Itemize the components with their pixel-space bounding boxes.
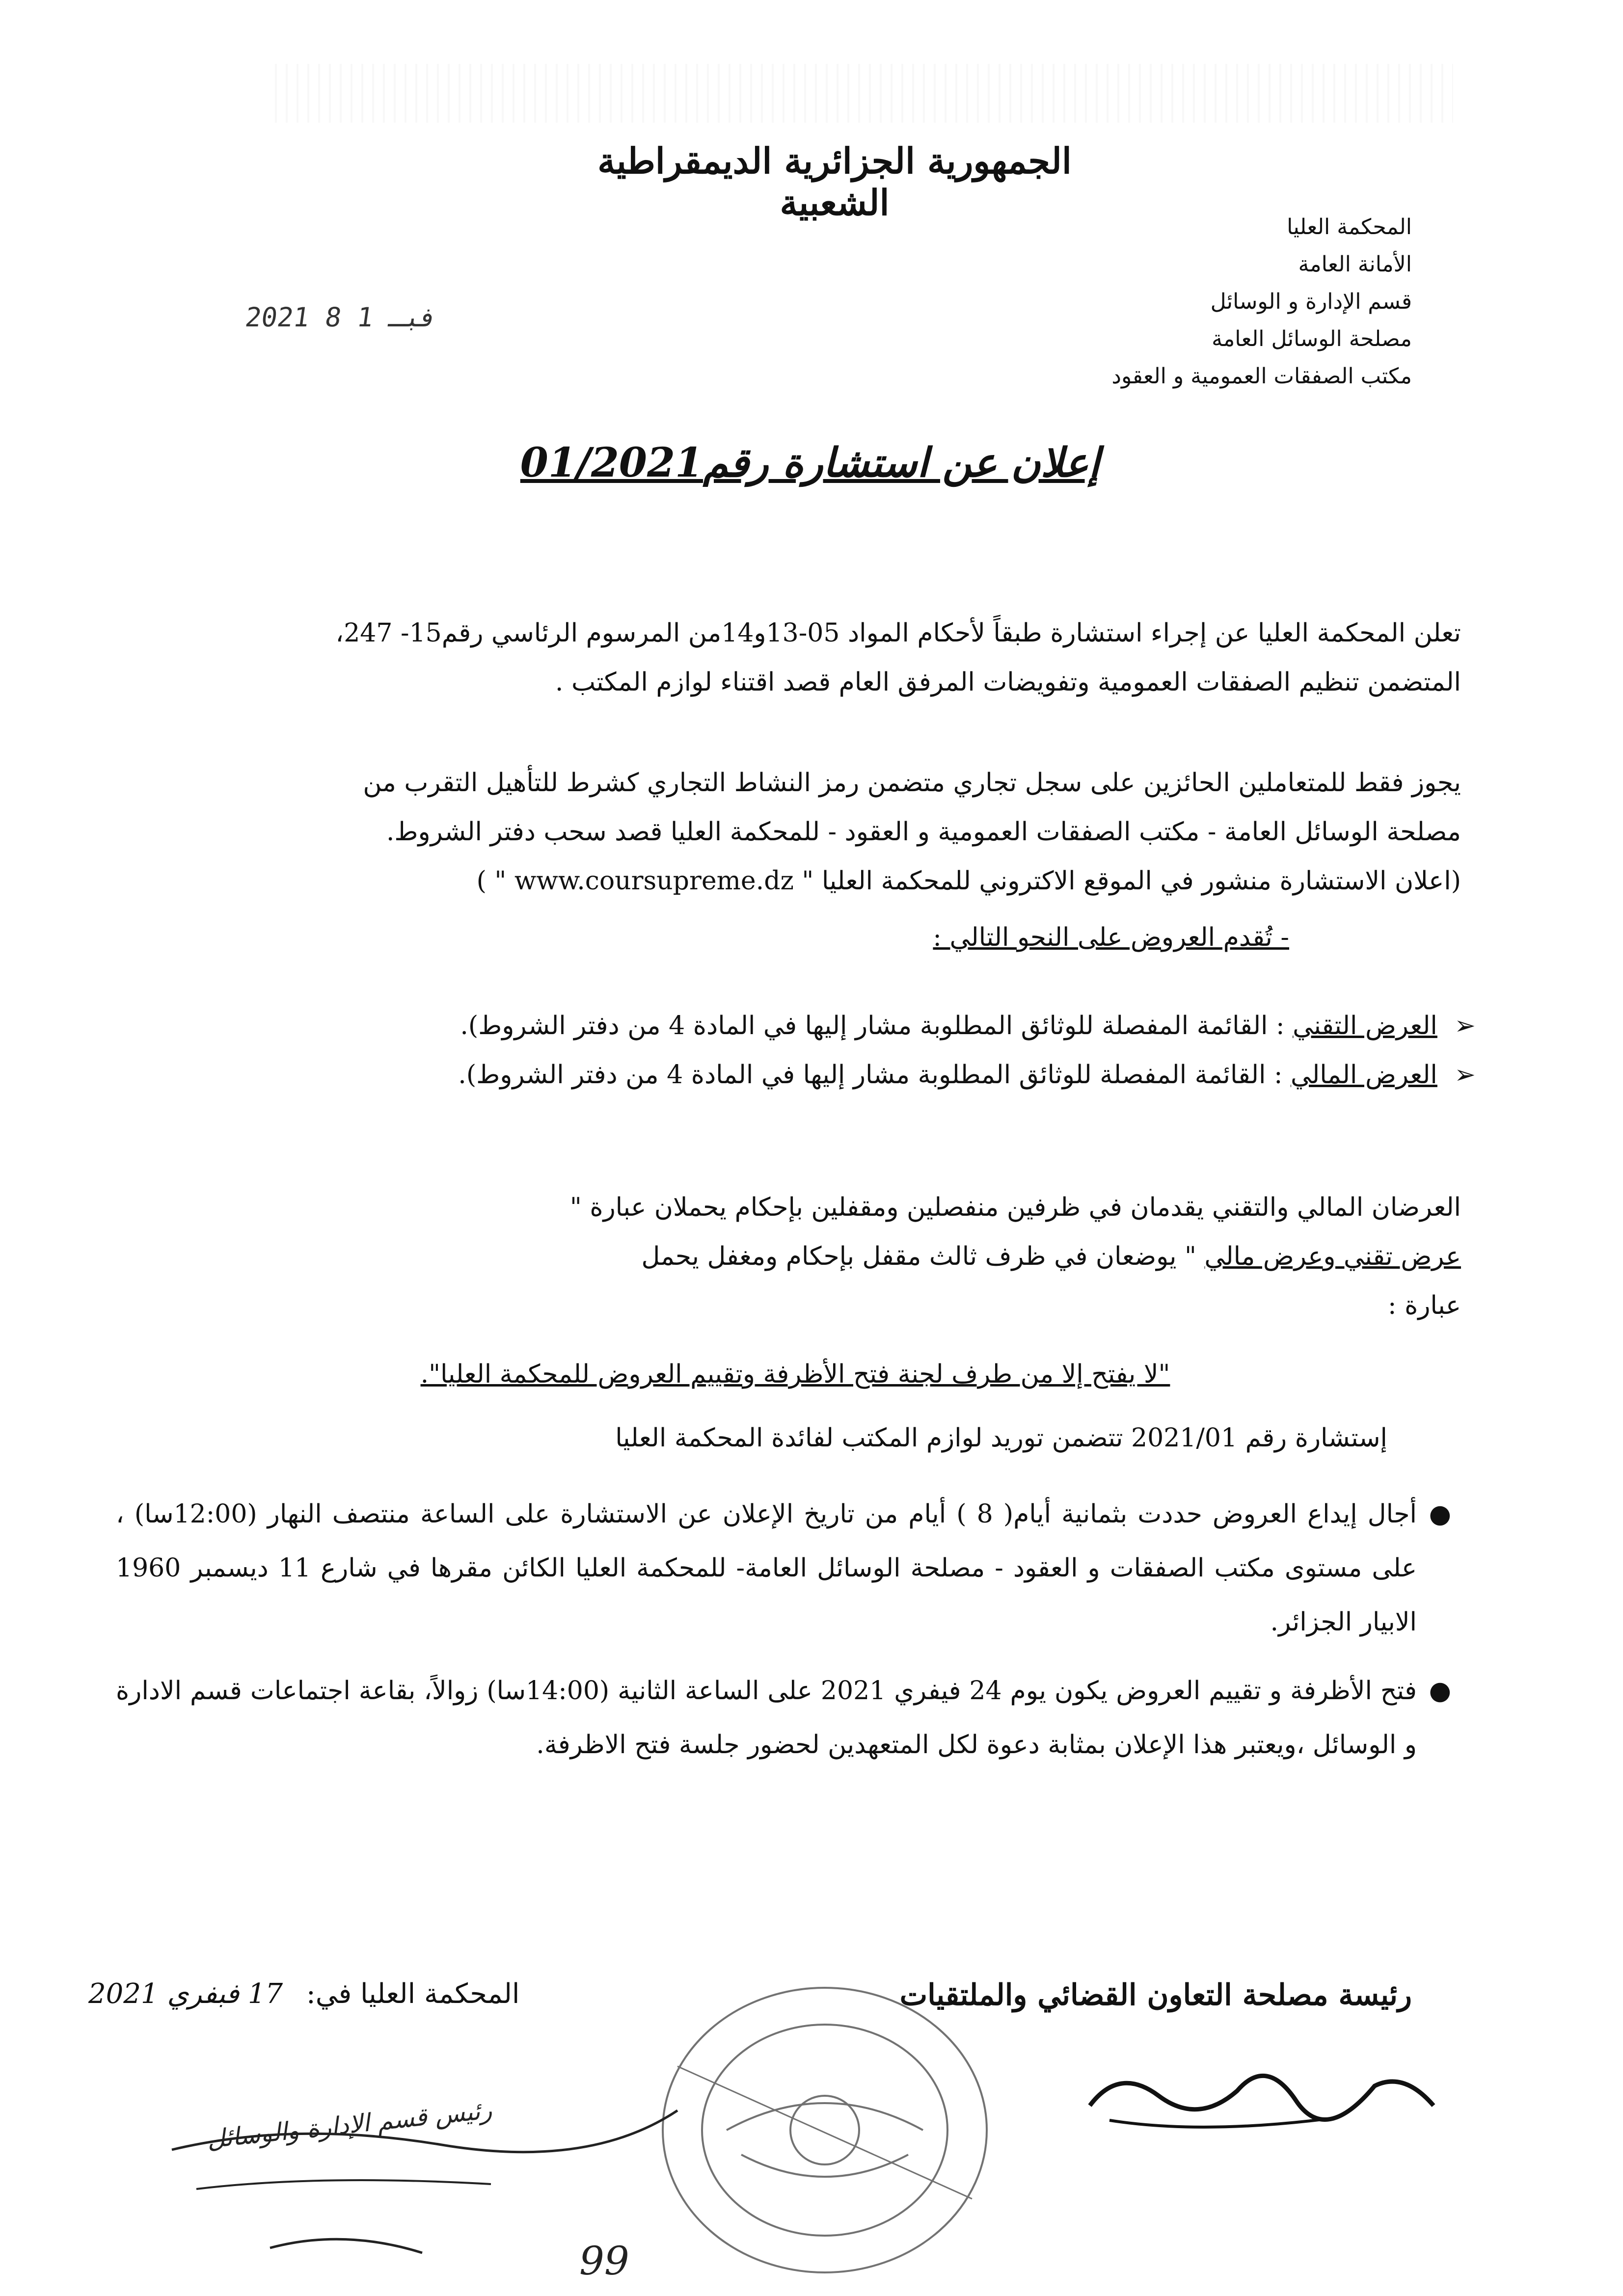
envelope-rest: " يوضعان في ظرف ثالث مقفل بإحكام ومغفل يحمل bbox=[641, 1242, 1196, 1271]
org-line: قسم الإدارة و الوسائل bbox=[1210, 289, 1412, 314]
envelope-quote bbox=[304, 1360, 1286, 1389]
bullet-icon: ● bbox=[1429, 1499, 1451, 1529]
handwritten-note-text: رئيس قسم الإدارة والوسائل bbox=[205, 2095, 493, 2154]
offers-list bbox=[150, 1001, 1476, 1099]
org-line: مصلحة الوسائل العامة bbox=[1212, 326, 1412, 351]
handwritten-signature bbox=[1080, 2037, 1448, 2145]
intro-paragraph bbox=[131, 609, 1461, 707]
envelopes-line bbox=[131, 1232, 1461, 1281]
date-stamp: 2021 فبـ 1 8 bbox=[243, 302, 439, 333]
technical-offer-item bbox=[150, 1001, 1476, 1050]
financial-offer-item bbox=[150, 1050, 1476, 1099]
envelope-quote-text: "لا يفتح إلا من طرف لجنة فتح الأظرفة وتقييم العروض للمحكمة العليا". bbox=[420, 1360, 1170, 1389]
page-number: 99 bbox=[579, 2238, 629, 2284]
list-item-text: أجال إيداع العروض حددت بثمانية أيام( 8 ) أيام من تاريخ الإعلان عن الاستشارة على الساعة منتصف النهار (12:00سا) ، على مستوى مكتب الصفقات و العقود - مصلحة الوسائل العامة- للمحكمة العليا الكائن مقرها في شارع 11 ديسمبر 1960 الابيار الجزائر. bbox=[116, 1499, 1417, 1637]
technical-offer-text: : القائمة المفصلة للوثائق المطلوبة مشار إليها في المادة 4 من دفتر الشروط). bbox=[460, 1011, 1285, 1041]
envelopes-line: العرضان المالي والتقني يقدمان في ظرفين منفصلين ومقفلين بإحكام يحملان عبارة " bbox=[569, 1193, 1461, 1222]
website-line: (اعلان الاستشارة منشور في الموقع الاكتروني للمحكمة العليا " www.coursupreme.dz " ) bbox=[476, 866, 1461, 896]
eligibility-line: مصلحة الوسائل العامة - مكتب الصفقات العمومية و العقود - للمحكمة العليا قصد سحب دفتر الشروط. bbox=[386, 817, 1461, 847]
eligibility-line: يجوز فقط للمتعاملين الحائزين على سجل تجاري متضمن رمز النشاط التجاري كشرط للتأهيل التقرب من bbox=[363, 768, 1461, 798]
signatory-title: رئيسة مصلحة التعاون القضائي والملتقيات bbox=[899, 1978, 1412, 2012]
org-line: مكتب الصفقات العمومية و العقود bbox=[1111, 364, 1412, 389]
financial-offer-label: العرض المالي bbox=[1291, 1060, 1437, 1090]
envelopes-line: عبارة : bbox=[1388, 1291, 1461, 1320]
financial-offer-text: : القائمة المفصلة للوثائق المطلوبة مشار إليها في المادة 4 من دفتر الشروط). bbox=[458, 1060, 1283, 1090]
signature-date: 17 فبفري 2021 bbox=[88, 1978, 283, 2010]
arrow-icon: ➢ bbox=[1454, 1060, 1476, 1090]
official-stamp bbox=[628, 1968, 1021, 2287]
bullet-icon: ● bbox=[1429, 1676, 1451, 1706]
technical-offer-label: العرض التقني bbox=[1293, 1011, 1437, 1041]
arrow-icon: ➢ bbox=[1454, 1011, 1476, 1041]
conditions-list bbox=[116, 1487, 1451, 1787]
intro-line: تعلن المحكمة العليا عن إجراء استشارة طبقاً لأحكام المواد 05-13و14من المرسوم الرئاسي رقم15- 247، bbox=[335, 618, 1461, 648]
offers-intro-text: - تُقدم العروض على النحو التالي : bbox=[933, 923, 1289, 952]
signature-date-block bbox=[88, 1978, 519, 2010]
list-item-text: فتح الأظرفة و تقييم العروض يكون يوم 24 فيفري 2021 على الساعة الثانية (14:00سا) زوالاً، بقاعة اجتماعات قسم الادارة و الوسائل ،ويعتبر هذا الإعلان بمثابة دعوة لكل المتعهدين لحضور جلسة فتح الاظرفة. bbox=[116, 1676, 1417, 1760]
republic-header: الجمهورية الجزائرية الديمقراطية الشعبية bbox=[597, 140, 1072, 223]
signature-place: المحكمة العليا في: bbox=[306, 1978, 520, 2010]
intro-line: المتضمن تنظيم الصفقات العمومية وتفويضات المرفق العام قصد اقتناء لوازم المكتب . bbox=[555, 667, 1461, 697]
org-line: الأمانة العامة bbox=[1298, 252, 1412, 277]
scan-noise bbox=[275, 64, 1453, 123]
list-item bbox=[116, 1487, 1451, 1649]
document-title: إعلان عن استشارة رقم01/2021 bbox=[520, 439, 1100, 486]
envelope-label: عرض تقني وعرض مالي bbox=[1204, 1242, 1461, 1271]
list-item bbox=[116, 1664, 1451, 1772]
eligibility-paragraph bbox=[131, 758, 1461, 906]
consultation-subject: إستشارة رقم 2021/01 تتضمن توريد لوازم المكتب لفائدة المحكمة العليا bbox=[615, 1423, 1387, 1453]
org-line: المحكمة العليا bbox=[1287, 214, 1412, 240]
offers-intro bbox=[406, 913, 1289, 962]
envelopes-paragraph bbox=[131, 1183, 1461, 1330]
organization-block bbox=[970, 209, 1412, 395]
